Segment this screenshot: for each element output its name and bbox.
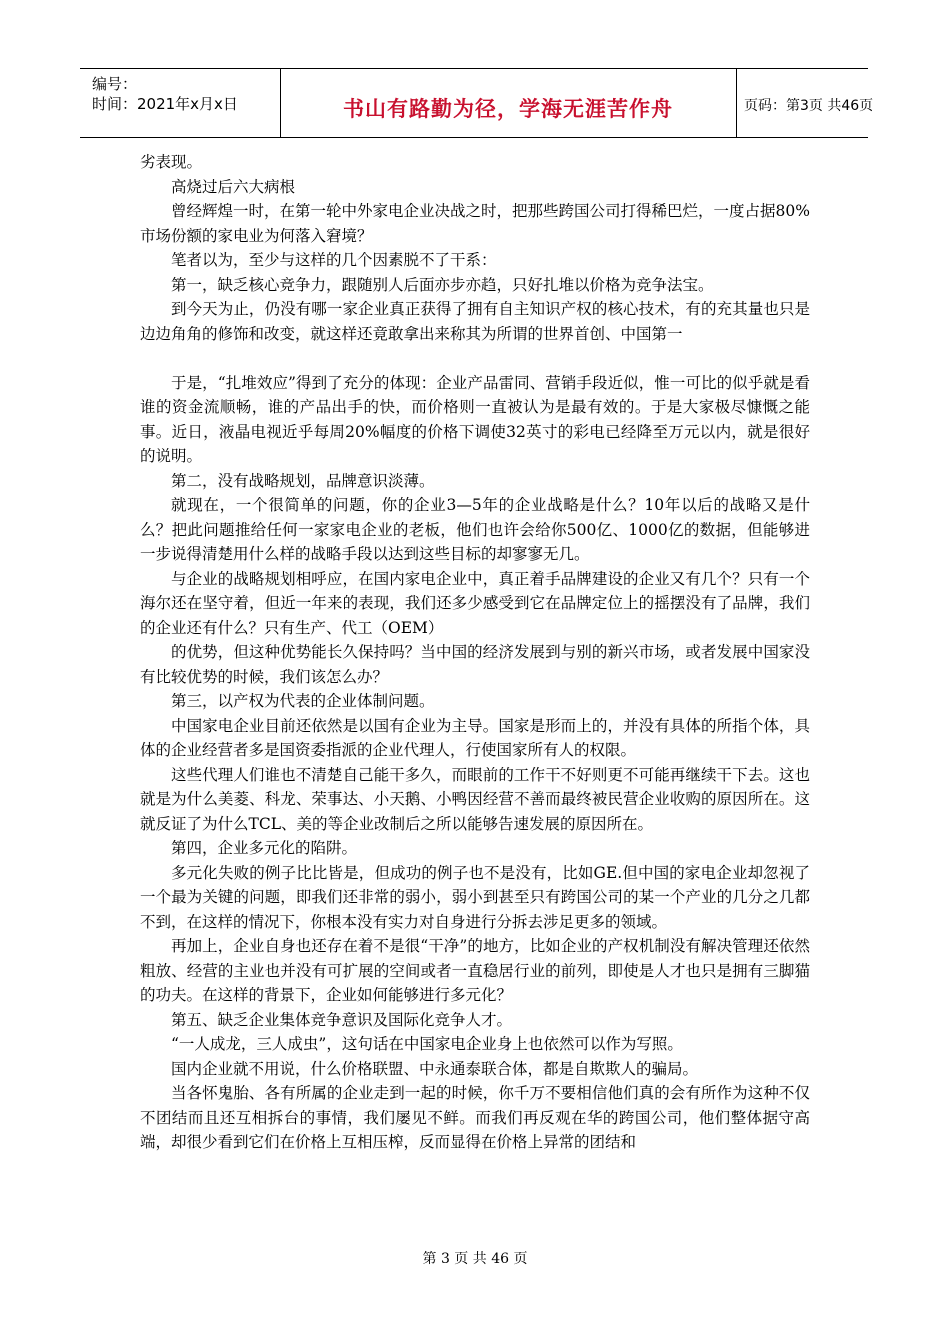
body-paragraph: 到今天为止，仍没有哪一家企业真正获得了拥有自主知识产权的核心技术，有的充其量也只是边边角角的修饰和改变，就这样还竟敢拿出来称其为所谓的世界首创、中国第一 bbox=[140, 300, 810, 343]
header-page-info: 页码：第3页 共46页 bbox=[744, 98, 874, 114]
body-paragraph: 与企业的战略规划相呼应，在国内家电企业中，真正着手品牌建设的企业又有几个？只有一个海尔还在坚守着，但近一年来的表现，我们还多少感受到它在品牌定位上的摇摆没有了品牌，我们的企业还有什么？只有生产、代工（OEM） bbox=[140, 569, 810, 637]
body-paragraph: 第二，没有战略规划，品牌意识淡薄。 bbox=[171, 471, 435, 490]
body-paragraph: 曾经辉煌一时，在第一轮中外家电企业决战之时，把那些跨国公司打得稀巴烂，一度占据80%市场份额的家电业为何落入窘境？ bbox=[140, 202, 810, 245]
body-paragraph: 这些代理人们谁也不清楚自己能干多久，而眼前的工作干不好则更不可能再继续干下去。这也就是为什么美菱、科龙、荣事达、小天鹅、小鸭因经营不善而最终被民营企业收购的原因所在。这就反证了为什么TCL、美的等企业改制后之所以能够告速发展的原因所在。 bbox=[140, 765, 810, 833]
body-paragraph: 国内企业就不用说，什么价格联盟、中永通泰联合体，都是自欺欺人的骗局。 bbox=[171, 1059, 699, 1078]
body-paragraph: 笔者以为，至少与这样的几个因素脱不了干系： bbox=[171, 251, 497, 269]
paragraph-gap bbox=[140, 346, 810, 371]
document-body bbox=[140, 150, 810, 1155]
header-motto: 书山有路勤为径，学海无涯苦作舟 bbox=[343, 97, 673, 121]
body-paragraph: 第三，以产权为代表的企业体制问题。 bbox=[171, 692, 435, 710]
body-paragraph: 于是，“扎堆效应”得到了充分的体现：企业产品雷同、营销手段近似，惟一可比的似乎就是看谁的资金流顺畅，谁的产品出手的快，而价格则一直被认为是最有效的。于是大家极尽慷慨之能事。近日，液晶电视近乎每周20%幅度的价格下调使32英寸的彩电已经降至万元以内，就是很好的说明。 bbox=[140, 373, 810, 465]
body-paragraph: 多元化失败的例子比比皆是，但成功的例子也不是没有，比如GE.但中国的家电企业却忽视了一个最为关键的问题，即我们还非常的弱小，弱小到甚至只有跨国公司的某一个产业的几分之几都不到，在这样的情况下，你根本没有实力对自身进行分拆去涉足更多的领域。 bbox=[140, 863, 810, 931]
document-time-label: 时间：2021年x月x日 bbox=[92, 95, 238, 113]
body-paragraph: 第五、缺乏企业集体竞争意识及国际化竞争人才。 bbox=[171, 1010, 513, 1029]
body-paragraph: 中国家电企业目前还依然是以国有企业为主导。国家是形而上的，并没有具体的所指个体，具体的企业经营者多是国资委指派的企业代理人，行使国家所有人的权限。 bbox=[140, 716, 810, 759]
body-paragraph: 的优势，但这种优势能长久保持吗？当中国的经济发展到与别的新兴市场，或者发展中国家没有比较优势的时候，我们该怎么办？ bbox=[140, 643, 810, 686]
document-number-label: 编号： bbox=[92, 75, 138, 93]
body-paragraph: “一人成龙，三人成虫”，这句话在中国家电企业身上也依然可以作为写照。 bbox=[171, 1035, 683, 1053]
header-meta-cell bbox=[80, 69, 281, 137]
body-paragraph: 高烧过后六大病根 bbox=[171, 177, 296, 196]
page-header bbox=[80, 68, 874, 138]
page-footer: 第 3 页 共 46 页 bbox=[422, 1251, 528, 1267]
header-page-cell bbox=[736, 69, 874, 137]
body-paragraph: 当各怀鬼胎、各有所属的企业走到一起的时候，你千万不要相信他们真的会有所作为这种不仅不团结而且还互相拆台的事情，我们屡见不鲜。而我们再反观在华的跨国公司，他们整体据守高端，却很少看到它们在价格上互相压榨，反而显得在价格上异常的团结和 bbox=[140, 1084, 810, 1151]
body-paragraph: 第四，企业多元化的陷阱。 bbox=[171, 839, 358, 857]
body-paragraph: 就现在，一个很简单的问题，你的企业3—5年的企业战略是什么？10年以后的战略又是什么？把此问题推给任何一家家电企业的老板，他们也许会给你500亿、1000亿的数据，但能够进一步说得清楚用什么样的战略手段以达到这些目标的却寥寥无几。 bbox=[140, 496, 810, 563]
body-paragraph: 再加上，企业自身也还存在着不是很“干净”的地方，比如企业的产权机制没有解决管理还依然粗放、经营的主业也并没有可扩展的空间或者一直稳居行业的前列，即使是人才也只是拥有三脚猫的功夫。在这样的背景下，企业如何能够进行多元化？ bbox=[140, 937, 810, 1004]
header-motto-cell bbox=[280, 69, 737, 137]
body-paragraph: 劣表现。 bbox=[140, 153, 203, 171]
body-paragraph: 第一，缺乏核心竞争力，跟随别人后面亦步亦趋，只好扎堆以价格为竞争法宝。 bbox=[171, 275, 714, 294]
